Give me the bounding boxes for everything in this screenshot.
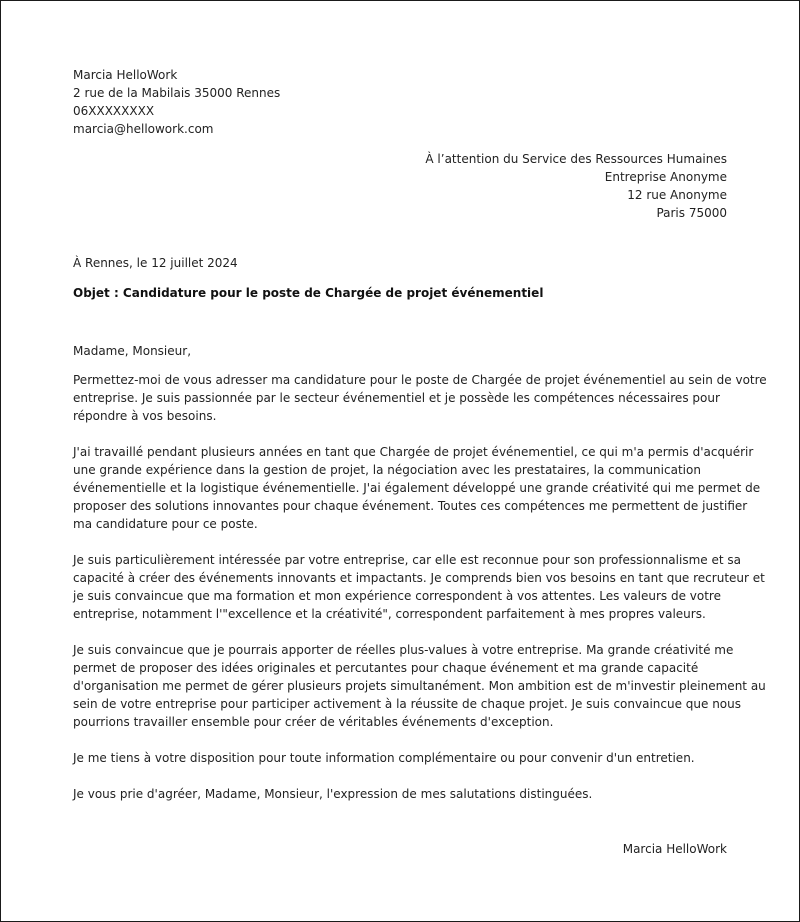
letter-date: À Rennes, le 12 juillet 2024 (73, 256, 238, 270)
sender-address: 2 rue de la Mabilais 35000 Rennes (73, 86, 281, 100)
paragraph-line: permet de proposer des idées originales et percutantes pour chaque événement et ma grande capacité (73, 661, 699, 675)
sender-block (73, 66, 280, 138)
paragraph-line: Je suis convaincue que je pourrais apporter de réelles plus-values à votre entreprise. Ma grande créativité me (73, 643, 734, 657)
paragraph-line: une grande expérience dans la gestion de projet, la négociation avec les prestataires, la communication (73, 463, 701, 477)
paragraph-line: entreprise. Je suis passionnée par le secteur événementiel et je possède les compétences nécessaires pour (73, 391, 720, 405)
body-paragraph (73, 641, 766, 731)
letter-salutation: Madame, Monsieur, (73, 344, 192, 358)
recipient-attention: À l’attention du Service des Ressources Humaines (425, 152, 727, 166)
paragraph-line: ma candidature pour ce poste. (73, 517, 258, 531)
letter-signature: Marcia HelloWork (622, 842, 727, 856)
paragraph-line: sein de votre entreprise pour participer activement à la réussite de chaque projet. Je suis convaincue que nous (73, 697, 742, 711)
paragraph-line: proposer des solutions innovantes pour chaque événement. Toutes ces compétences me permettent de justifier (73, 499, 748, 513)
recipient-block (425, 150, 727, 222)
paragraph-line: Je me tiens à votre disposition pour toute information complémentaire ou pour convenir d'un entretien. (73, 751, 695, 765)
recipient-company: Entreprise Anonyme (604, 170, 727, 184)
paragraph-line: événementielle et la logistique événementielle. J'ai également développé une grande créativité qui me permet de (73, 481, 761, 495)
paragraph-line: répondre à vos besoins. (73, 409, 217, 423)
paragraph-line: Je suis particulièrement intéressée par votre entreprise, car elle est reconnue pour son professionnalisme et sa (73, 553, 741, 567)
body-paragraph (73, 371, 767, 425)
recipient-street: 12 rue Anonyme (627, 188, 727, 202)
sender-email: marcia@hellowork.com (73, 122, 214, 136)
sender-phone: 06XXXXXXXX (73, 104, 155, 118)
body-paragraph (73, 785, 729, 803)
paragraph-line: Permettez-moi de vous adresser ma candidature pour le poste de Chargée de projet événementiel au sein de votre (73, 373, 767, 387)
body-paragraph (73, 443, 761, 533)
paragraph-line: je suis convaincue que ma formation et mon expérience correspondent à vos attentes. Les valeurs de votre (73, 589, 721, 603)
body-paragraph (73, 551, 765, 623)
letter-body (73, 371, 767, 821)
paragraph-line: entreprise, notamment l'"excellence et la créativité", correspondent parfaitement à mes propres valeurs. (73, 607, 706, 621)
paragraph-line: Je vous prie d'agréer, Madame, Monsieur, l'expression de mes salutations distinguées. (73, 787, 593, 801)
letter-subject: Objet : Candidature pour le poste de Chargée de projet événementiel (73, 286, 544, 300)
paragraph-line: capacité à créer des événements innovants et impactants. Je comprends bien vos besoins en tant que recruteur et (73, 571, 765, 585)
paragraph-line: d'organisation me permet de gérer plusieurs projets simultanément. Mon ambition est de m'investir pleinement au (73, 679, 766, 693)
body-paragraph (73, 749, 729, 767)
recipient-city: Paris 75000 (656, 206, 727, 220)
paragraph-line: J'ai travaillé pendant plusieurs années en tant que Chargée de projet événementiel, ce qui m'a permis d'acquérir (73, 445, 754, 459)
paragraph-line: pourrions travailler ensemble pour créer de véritables événements d'exception. (73, 715, 554, 729)
sender-name: Marcia HelloWork (73, 68, 178, 82)
